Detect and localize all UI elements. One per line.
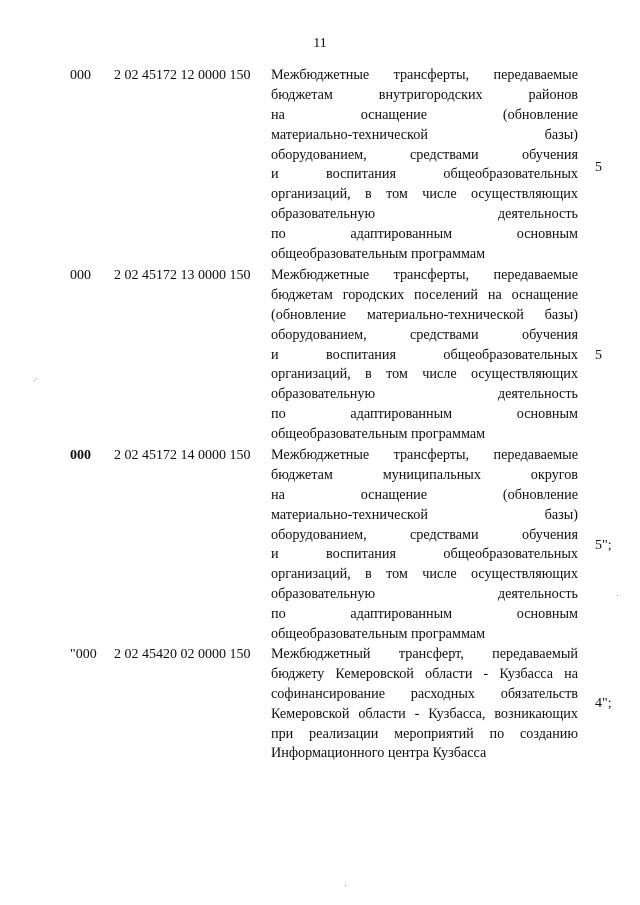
name-line: бюджетам внутригородских районов — [271, 86, 578, 103]
name-line: образовательную деятельность — [271, 586, 578, 603]
name-line: софинансирование расходных обязательств — [271, 685, 578, 702]
name-line: общеобразовательным программам — [271, 246, 486, 263]
name-line: бюджетам городских поселений на оснащение — [271, 286, 578, 303]
page-number: 11 — [313, 36, 327, 51]
amount-value: 5"; — [595, 538, 612, 553]
name-line: и воспитания общеобразовательных — [271, 546, 578, 563]
name-line: (обновление материально-технической базы) — [271, 306, 578, 323]
amount-value: 5 — [595, 160, 602, 175]
name-line: общеобразовательным программам — [271, 626, 486, 643]
revenue-name — [271, 266, 578, 445]
name-line: оборудованием, средствами обучения — [271, 526, 578, 543]
name-line: образовательную деятельность — [271, 386, 578, 403]
admin-code: 000 — [70, 448, 91, 463]
name-line: по адаптированным основным — [271, 406, 578, 423]
name-line: бюджету Кемеровской области - Кузбасса на — [271, 665, 578, 682]
revenue-name — [271, 446, 578, 645]
name-line: на оснащение (обновление — [271, 106, 578, 123]
name-line: и воспитания общеобразовательных — [271, 166, 578, 183]
admin-code: 000 — [70, 268, 91, 283]
scan-speck — [617, 595, 618, 596]
name-line: материально-технической базы) — [271, 506, 578, 523]
name-line: организаций, в том числе осуществляющих — [271, 186, 578, 203]
scan-speck — [34, 380, 35, 381]
name-line: Информационного центра Кузбасса — [271, 745, 487, 762]
amount-value: 5 — [595, 348, 602, 363]
name-line: бюджетам муниципальных округов — [271, 466, 578, 483]
name-line: общеобразовательным программам — [271, 426, 486, 443]
name-line: организаций, в том числе осуществляющих — [271, 566, 578, 583]
name-line: Межбюджетные трансферты, передаваемые — [271, 267, 578, 283]
name-line: оборудованием, средствами обучения — [271, 326, 578, 343]
name-line: Межбюджетные трансферты, передаваемые — [271, 447, 578, 463]
budget-classification-code: 2 02 45172 13 0000 150 — [114, 268, 251, 283]
name-line: организаций, в том числе осуществляющих — [271, 366, 578, 383]
scan-speck — [345, 885, 346, 886]
name-line: при реализации мероприятий по созданию — [271, 725, 578, 742]
name-line: оборудованием, средствами обучения — [271, 146, 578, 163]
name-line: Кемеровской области - Кузбасса, возникающих — [271, 705, 578, 722]
budget-classification-code: 2 02 45172 14 0000 150 — [114, 448, 251, 463]
name-line: по адаптированным основным — [271, 606, 578, 623]
amount-value: 4"; — [595, 696, 612, 711]
name-line: по адаптированным основным — [271, 226, 578, 243]
budget-classification-code: 2 02 45172 12 0000 150 — [114, 68, 251, 83]
scan-speck — [36, 378, 37, 379]
budget-classification-code: 2 02 45420 02 0000 150 — [114, 647, 251, 662]
name-line: Межбюджетный трансферт, передаваемый — [271, 646, 578, 662]
name-line: материально-технической базы) — [271, 126, 578, 143]
revenue-name — [271, 645, 578, 764]
admin-code: 000 — [70, 68, 91, 83]
name-line: Межбюджетные трансферты, передаваемые — [271, 67, 578, 83]
revenue-name — [271, 66, 578, 265]
name-line: на оснащение (обновление — [271, 486, 578, 503]
name-line: и воспитания общеобразовательных — [271, 346, 578, 363]
name-line: образовательную деятельность — [271, 206, 578, 223]
admin-code: "000 — [70, 647, 97, 662]
